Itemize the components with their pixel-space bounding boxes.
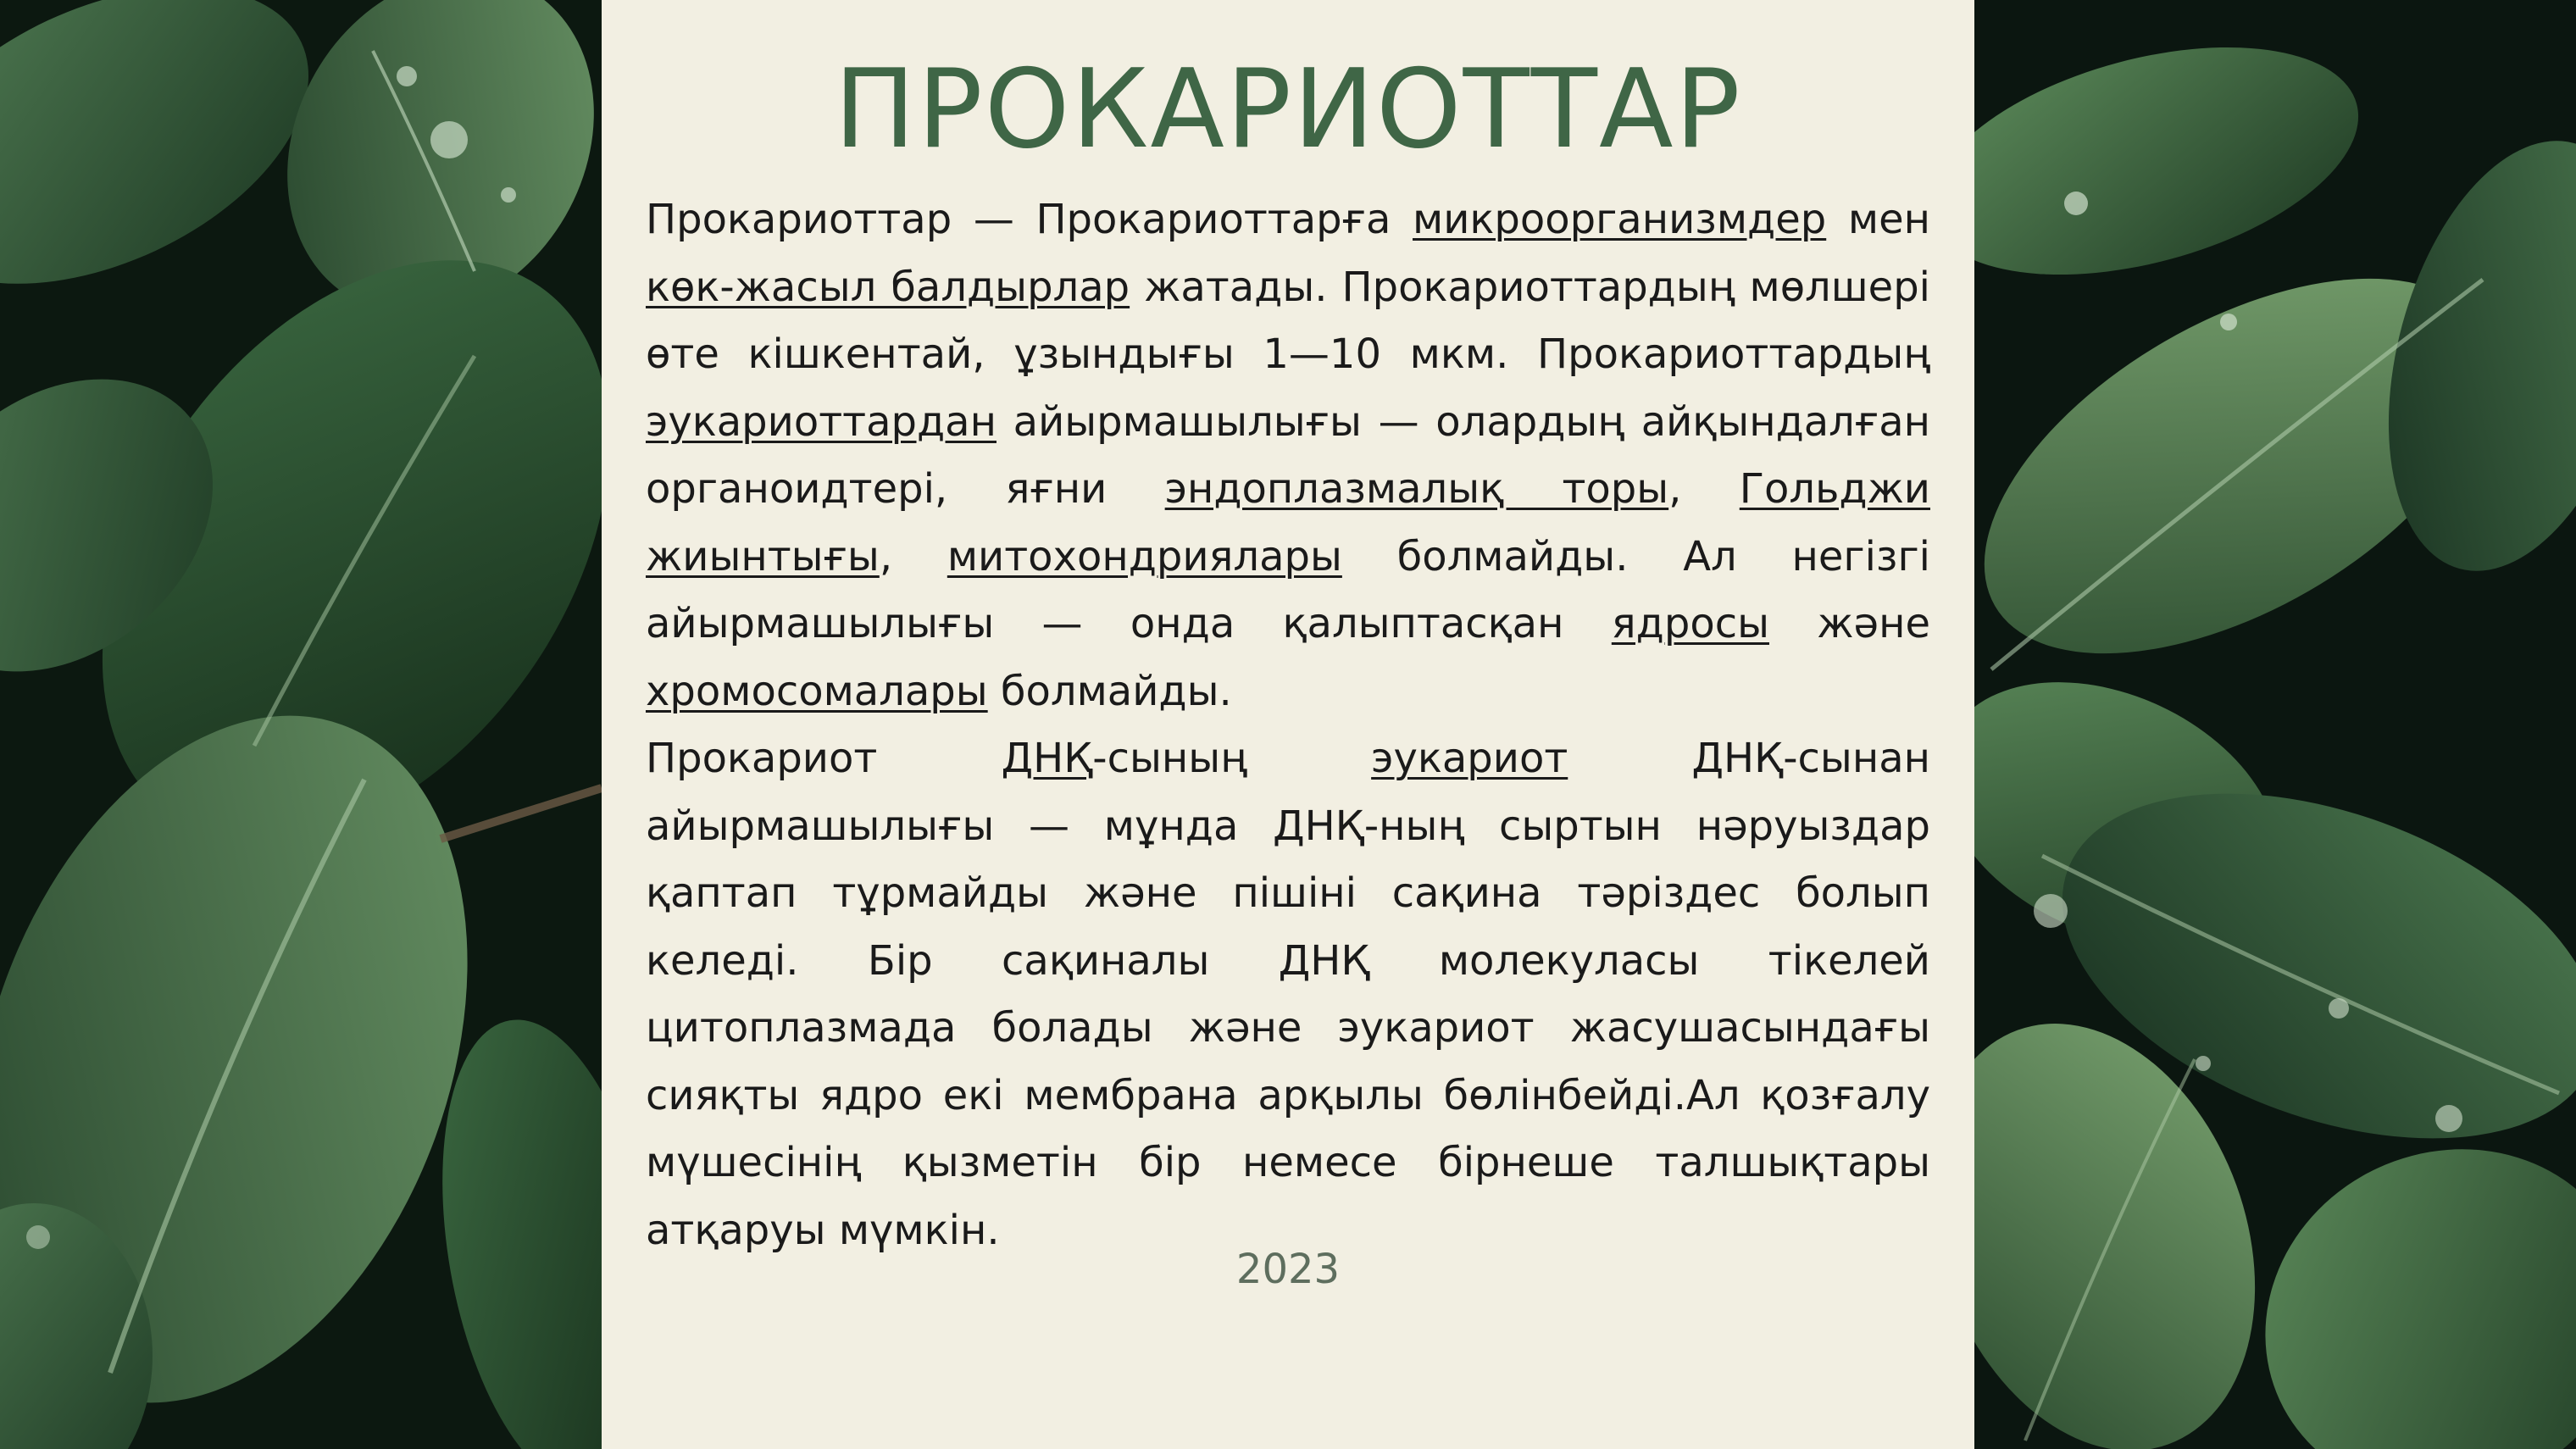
link-nucleus[interactable]: ядросы bbox=[1611, 600, 1769, 647]
paragraph-1 bbox=[646, 186, 1930, 725]
text-run: болмайды. Ал негізгі айырмашылығы — онда қалыптасқан bbox=[646, 532, 1930, 647]
text-run: , bbox=[1668, 465, 1740, 513]
year-label: 2023 bbox=[1235, 1246, 1341, 1293]
link-mitochondria[interactable]: митохондриялары bbox=[947, 532, 1342, 580]
link-dna[interactable]: ДНҚ bbox=[1001, 735, 1093, 782]
text-run: Прокариоттар — Прокариоттарға bbox=[646, 196, 1413, 243]
link-blue-green-algae[interactable]: көк-жасыл балдырлар bbox=[646, 263, 1130, 311]
page-title: ПРОКАРИОТТАР bbox=[834, 47, 1742, 173]
leaf-background-left bbox=[0, 0, 602, 1449]
link-chromosomes[interactable]: хромосомалары bbox=[646, 667, 988, 715]
link-eukaryotes[interactable]: эукариоттардан bbox=[646, 397, 997, 446]
link-microorganisms[interactable]: микроорганизмдер bbox=[1413, 196, 1827, 243]
text-run: , bbox=[879, 532, 947, 580]
leaf-image-right bbox=[1974, 0, 2576, 1449]
link-eukaryote[interactable]: эукариот bbox=[1371, 735, 1568, 782]
text-run: болмайды. bbox=[987, 667, 1232, 715]
text-run: және bbox=[1768, 600, 1930, 647]
text-run: Прокариот bbox=[646, 735, 1002, 782]
leaf-background-right bbox=[1974, 0, 2576, 1449]
body-text bbox=[646, 186, 1930, 1264]
text-run: мен bbox=[1826, 196, 1930, 243]
text-run: -сының bbox=[1092, 735, 1372, 782]
link-endoplasmic-reticulum[interactable]: эндоплазмалық торы bbox=[1164, 465, 1669, 513]
link-golgi-apparatus[interactable]: Гольджи жиынтығы bbox=[646, 465, 1930, 580]
text-run: ДНҚ-сынан айырмашылығы — мұнда ДНҚ-ның сыртын нәруыздар қаптап тұрмайды және пішіні сақина тәріздес болып келеді. Бір сақиналы ДНҚ молекуласы тікелей цитоплазмада болады және эукариот жасушасындағы сияқты ядро екі мембрана арқылы бөлінбейді.Ал қозғалу мүшесінің қызметін бір немесе бірнеше талшықтары атқаруы мүмкін. bbox=[646, 735, 1930, 1254]
paragraph-2 bbox=[646, 725, 1930, 1264]
text-run: айырмашылығы — олардың айқындалған органоидтері, яғни bbox=[646, 397, 1930, 513]
slide-content-card bbox=[602, 0, 1974, 1449]
text-run: жатады. Прокариоттардың мөлшері өте кішкентай, ұзындығы 1—10 мкм. Прокариоттардың bbox=[646, 263, 1930, 378]
leaf-image-left bbox=[0, 0, 602, 1449]
